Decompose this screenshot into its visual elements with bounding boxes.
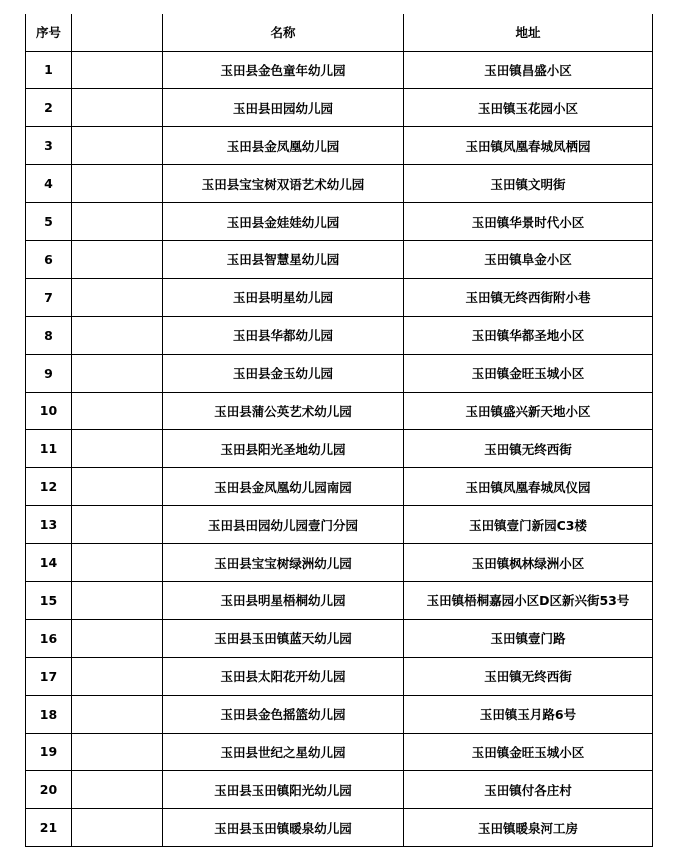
cell-name: 玉田县金玉幼儿园 bbox=[163, 354, 404, 392]
table-body bbox=[26, 51, 653, 847]
header-row bbox=[26, 14, 653, 51]
cell-serial-number: 8 bbox=[26, 316, 72, 354]
cell-blank bbox=[72, 733, 163, 771]
cell-address: 玉田镇付各庄村 bbox=[404, 771, 653, 809]
cell-blank bbox=[72, 771, 163, 809]
cell-name: 玉田县明星幼儿园 bbox=[163, 278, 404, 316]
table-row bbox=[26, 240, 653, 278]
cell-address: 玉田镇枫林绿洲小区 bbox=[404, 544, 653, 582]
table-row bbox=[26, 430, 653, 468]
cell-blank bbox=[72, 695, 163, 733]
cell-address: 玉田镇暖泉河工房 bbox=[404, 809, 653, 847]
cell-name: 玉田县金凤凰幼儿园 bbox=[163, 127, 404, 165]
header-blank bbox=[72, 14, 163, 51]
cell-serial-number: 2 bbox=[26, 89, 72, 127]
cell-serial-number: 1 bbox=[26, 51, 72, 89]
cell-name: 玉田县宝宝树双语艺术幼儿园 bbox=[163, 165, 404, 203]
cell-blank bbox=[72, 354, 163, 392]
table-row bbox=[26, 809, 653, 847]
cell-address: 玉田镇凤凰春城凤栖园 bbox=[404, 127, 653, 165]
cell-name: 玉田县智慧星幼儿园 bbox=[163, 240, 404, 278]
cell-address: 玉田镇无终西街 bbox=[404, 430, 653, 468]
cell-serial-number: 19 bbox=[26, 733, 72, 771]
cell-serial-number: 5 bbox=[26, 203, 72, 241]
table-row bbox=[26, 278, 653, 316]
cell-blank bbox=[72, 203, 163, 241]
table-row bbox=[26, 354, 653, 392]
cell-name: 玉田县世纪之星幼儿园 bbox=[163, 733, 404, 771]
cell-address: 玉田镇华景时代小区 bbox=[404, 203, 653, 241]
cell-blank bbox=[72, 240, 163, 278]
cell-name: 玉田县宝宝树绿洲幼儿园 bbox=[163, 544, 404, 582]
cell-serial-number: 11 bbox=[26, 430, 72, 468]
cell-blank bbox=[72, 51, 163, 89]
cell-blank bbox=[72, 619, 163, 657]
cell-serial-number: 10 bbox=[26, 392, 72, 430]
table-row bbox=[26, 506, 653, 544]
table-row bbox=[26, 316, 653, 354]
table-header bbox=[26, 14, 653, 51]
cell-name: 玉田县田园幼儿园 bbox=[163, 89, 404, 127]
cell-blank bbox=[72, 657, 163, 695]
cell-blank bbox=[72, 468, 163, 506]
cell-serial-number: 9 bbox=[26, 354, 72, 392]
cell-name: 玉田县阳光圣地幼儿园 bbox=[163, 430, 404, 468]
cell-name: 玉田县金色童年幼儿园 bbox=[163, 51, 404, 89]
table-row bbox=[26, 695, 653, 733]
table-row bbox=[26, 89, 653, 127]
cell-name: 玉田县太阳花开幼儿园 bbox=[163, 657, 404, 695]
kindergarten-list-sheet bbox=[25, 14, 652, 847]
table-row bbox=[26, 468, 653, 506]
cell-address: 玉田镇金旺玉城小区 bbox=[404, 354, 653, 392]
table-row bbox=[26, 619, 653, 657]
cell-serial-number: 16 bbox=[26, 619, 72, 657]
table-row bbox=[26, 165, 653, 203]
table-row bbox=[26, 581, 653, 619]
header-serial-number: 序号 bbox=[26, 14, 72, 51]
cell-serial-number: 17 bbox=[26, 657, 72, 695]
cell-blank bbox=[72, 278, 163, 316]
cell-address: 玉田镇昌盛小区 bbox=[404, 51, 653, 89]
cell-address: 玉田镇凤凰春城凤仪园 bbox=[404, 468, 653, 506]
cell-serial-number: 7 bbox=[26, 278, 72, 316]
cell-address: 玉田镇无终西街 bbox=[404, 657, 653, 695]
cell-name: 玉田县华都幼儿园 bbox=[163, 316, 404, 354]
cell-name: 玉田县玉田镇暖泉幼儿园 bbox=[163, 809, 404, 847]
cell-address: 玉田镇金旺玉城小区 bbox=[404, 733, 653, 771]
cell-blank bbox=[72, 89, 163, 127]
cell-blank bbox=[72, 506, 163, 544]
cell-blank bbox=[72, 392, 163, 430]
cell-serial-number: 21 bbox=[26, 809, 72, 847]
table-row bbox=[26, 657, 653, 695]
cell-serial-number: 6 bbox=[26, 240, 72, 278]
cell-name: 玉田县金色摇篮幼儿园 bbox=[163, 695, 404, 733]
cell-serial-number: 20 bbox=[26, 771, 72, 809]
cell-address: 玉田镇玉花园小区 bbox=[404, 89, 653, 127]
cell-address: 玉田镇无终西街附小巷 bbox=[404, 278, 653, 316]
cell-name: 玉田县金凤凰幼儿园南园 bbox=[163, 468, 404, 506]
table-row bbox=[26, 771, 653, 809]
header-name: 名称 bbox=[163, 14, 404, 51]
table-row bbox=[26, 203, 653, 241]
cell-serial-number: 3 bbox=[26, 127, 72, 165]
table-row bbox=[26, 544, 653, 582]
cell-address: 玉田镇阜金小区 bbox=[404, 240, 653, 278]
cell-serial-number: 15 bbox=[26, 581, 72, 619]
cell-blank bbox=[72, 430, 163, 468]
cell-serial-number: 13 bbox=[26, 506, 72, 544]
table-row bbox=[26, 392, 653, 430]
cell-serial-number: 12 bbox=[26, 468, 72, 506]
table-row bbox=[26, 51, 653, 89]
cell-serial-number: 18 bbox=[26, 695, 72, 733]
cell-name: 玉田县玉田镇蓝天幼儿园 bbox=[163, 619, 404, 657]
cell-address: 玉田镇梧桐嘉园小区D区新兴街53号 bbox=[404, 581, 653, 619]
cell-blank bbox=[72, 316, 163, 354]
cell-blank bbox=[72, 809, 163, 847]
table-row bbox=[26, 127, 653, 165]
kindergarten-table bbox=[25, 14, 653, 847]
cell-serial-number: 14 bbox=[26, 544, 72, 582]
cell-name: 玉田县金娃娃幼儿园 bbox=[163, 203, 404, 241]
cell-name: 玉田县明星梧桐幼儿园 bbox=[163, 581, 404, 619]
cell-name: 玉田县玉田镇阳光幼儿园 bbox=[163, 771, 404, 809]
cell-address: 玉田镇文明街 bbox=[404, 165, 653, 203]
cell-address: 玉田镇壹门新园C3楼 bbox=[404, 506, 653, 544]
cell-name: 玉田县蒲公英艺术幼儿园 bbox=[163, 392, 404, 430]
cell-serial-number: 4 bbox=[26, 165, 72, 203]
cell-address: 玉田镇华都圣地小区 bbox=[404, 316, 653, 354]
cell-address: 玉田镇壹门路 bbox=[404, 619, 653, 657]
cell-address: 玉田镇盛兴新天地小区 bbox=[404, 392, 653, 430]
cell-address: 玉田镇玉月路6号 bbox=[404, 695, 653, 733]
cell-blank bbox=[72, 544, 163, 582]
cell-blank bbox=[72, 165, 163, 203]
cell-name: 玉田县田园幼儿园壹门分园 bbox=[163, 506, 404, 544]
header-address: 地址 bbox=[404, 14, 653, 51]
cell-blank bbox=[72, 581, 163, 619]
cell-blank bbox=[72, 127, 163, 165]
table-row bbox=[26, 733, 653, 771]
